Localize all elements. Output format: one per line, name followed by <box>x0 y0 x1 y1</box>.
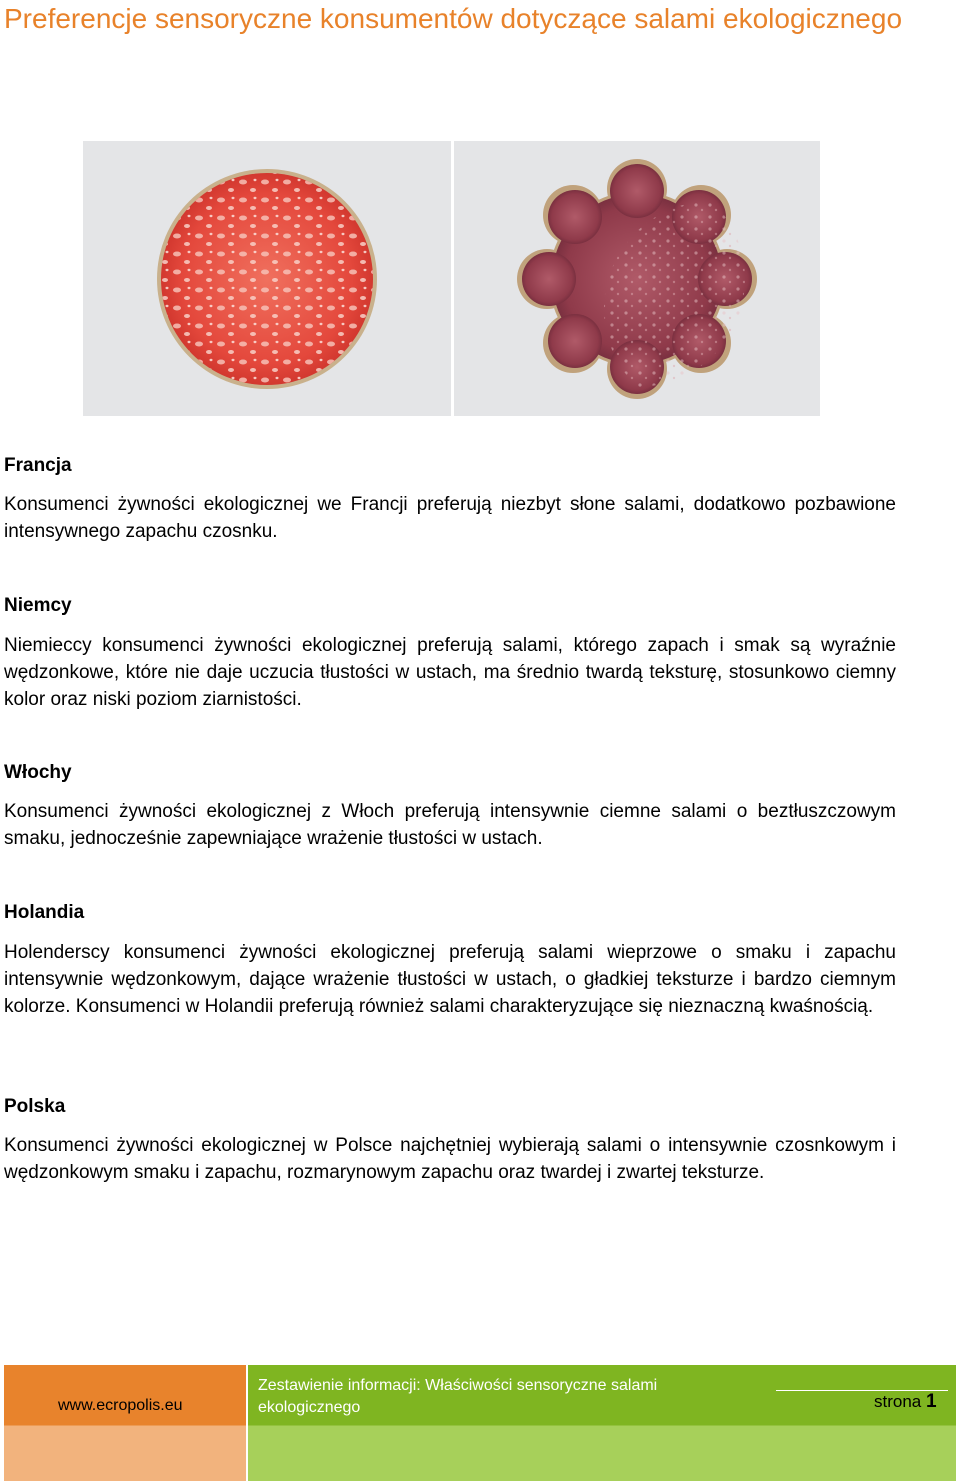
footer-left-panel <box>4 1365 246 1481</box>
footer-right-panel <box>248 1365 956 1481</box>
footer-page-label: strona <box>874 1392 922 1411</box>
page-footer <box>4 1365 956 1481</box>
section-heading-holandia: Holandia <box>4 902 85 923</box>
section-text-francja: Konsumenci żywności ekologicznej we Francji preferują niezbyt słone salami, dodatkowo pozbawione intensywnego zapachu czosnku. <box>4 494 896 542</box>
salami-photo-light <box>83 141 451 416</box>
section-heading-wlochy: Włochy <box>4 762 72 783</box>
salami-photo-dark <box>454 141 820 416</box>
footer-page-value: 1 <box>925 1391 937 1412</box>
document-title: Preferencje sensoryczne konsumentów dotyczące salami ekologicznego <box>4 3 903 34</box>
footer-page-number <box>874 1391 937 1413</box>
section-text-wlochy: Konsumenci żywności ekologicznej z Włoch preferują intensywnie ciemne salami o beztłuszczowym smaku, jednocześnie zapewniające wrażenie tłustości w ustach. <box>4 801 896 849</box>
section-text-holandia: Holenderscy konsumenci żywności ekologicznej preferują salami wieprzowe o smaku i zapachu intensywnie wędzonkowym, dające wrażenie tłustości w ustach, o gładkiej teksturze i bardzo ciemnym kolorze. Konsumenci w Holandii preferują również salami charakteryzujące się nieznaczną kwaśnością. <box>4 942 896 1017</box>
section-heading-niemcy: Niemcy <box>4 595 72 616</box>
section-text-polska: Konsumenci żywności ekologicznej w Polsce najchętniej wybierają salami o intensywnie czosnkowym i wędzonkowym smaku i zapachu, rozmarynowym zapachu oraz twardej i zwartej teksturze. <box>4 1135 896 1183</box>
section-text-niemcy: Niemieccy konsumenci żywności ekologicznej preferują salami, którego zapach i smak są wyraźnie wędzonkowe, które nie daje uczucia tłustości w ustach, ma średnio twardą teksturę, stosunkowo ciemny kolor oraz niski poziom ziarnistości. <box>4 635 896 710</box>
footer-url-link[interactable]: www.ecropolis.eu <box>58 1397 183 1414</box>
section-heading-polska: Polska <box>4 1096 66 1117</box>
footer-description: Zestawienie informacji: Właściwości sensoryczne salami ekologicznego <box>258 1377 658 1416</box>
section-heading-francja: Francja <box>4 455 72 476</box>
